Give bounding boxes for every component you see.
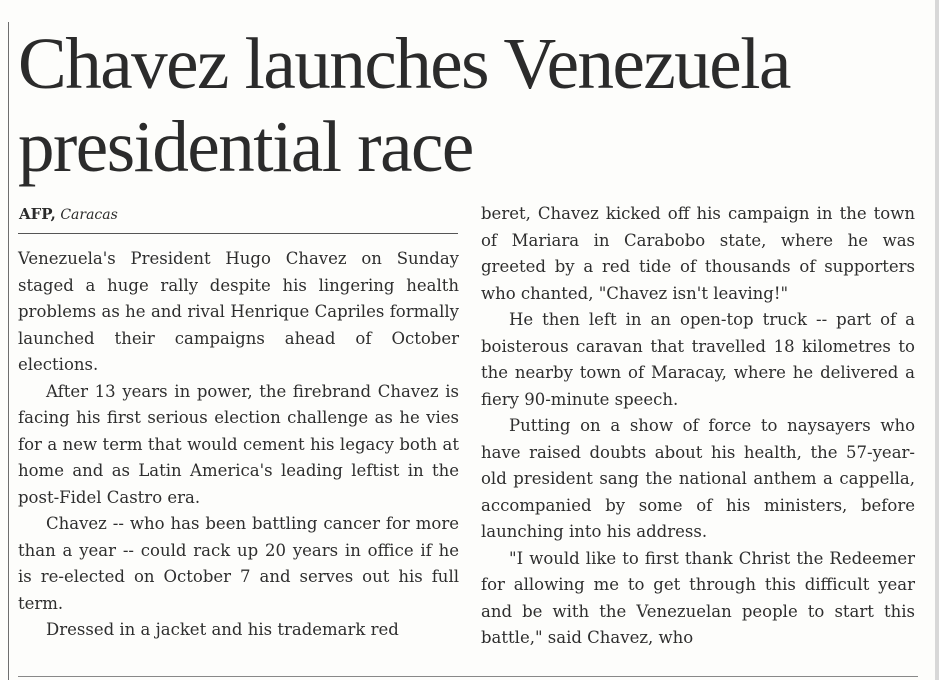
byline-divider [18,233,458,234]
article-paragraph: "I would like to first thank Christ the Redeemer for allowing me to get through this difficult year and be with the Venezuelan people to start this battle," said Chavez, who [481,548,915,647]
article-paragraph: He then left in an open-top truck -- part of a boisterous caravan that travelled 18 kilometres to the nearby town of Maracay, where he delivered a fiery 90-minute speech. [481,310,915,409]
page-edge [935,0,939,680]
byline-location: Caracas [60,207,118,223]
column-rule-left [8,22,9,680]
article-paragraph: Putting on a show of force to naysayers who have raised doubts about his health, the 57-year-old president sang the national anthem a cappella, accompanied by some of his ministers, before launching into his address. [481,416,915,541]
article-byline [19,205,118,224]
article-paragraph: After 13 years in power, the firebrand Chavez is facing his first serious election challenge as he vies for a new term that would cement his legacy both at home and as Latin America's leading leftist in the post-Fidel Castro era. [18,381,459,507]
byline-agency: AFP, [19,205,56,223]
article-column-left [18,246,459,644]
article-headline: Chavez launches Venezuela presidential race [18,23,790,187]
article-paragraph: beret, Chavez kicked off his campaign in the town of Mariara in Carabobo state, where he was greeted by a red tide of thousands of supporters who chanted, "Chavez isn't leaving!" [481,204,915,303]
article-paragraph: Dressed in a jacket and his trademark red [46,620,399,639]
article-paragraph: Chavez -- who has been battling cancer for more than a year -- could rack up 20 years in office if he is re-elected on October 7 and serves out his full term. [18,514,459,613]
article-column-right [481,201,915,652]
article-paragraph: Venezuela's President Hugo Chavez on Sunday staged a huge rally despite his lingering health problems as he and rival Henrique Capriles formally launched their campaigns ahead of October elections. [18,249,459,374]
page-bottom-rule [18,676,918,677]
